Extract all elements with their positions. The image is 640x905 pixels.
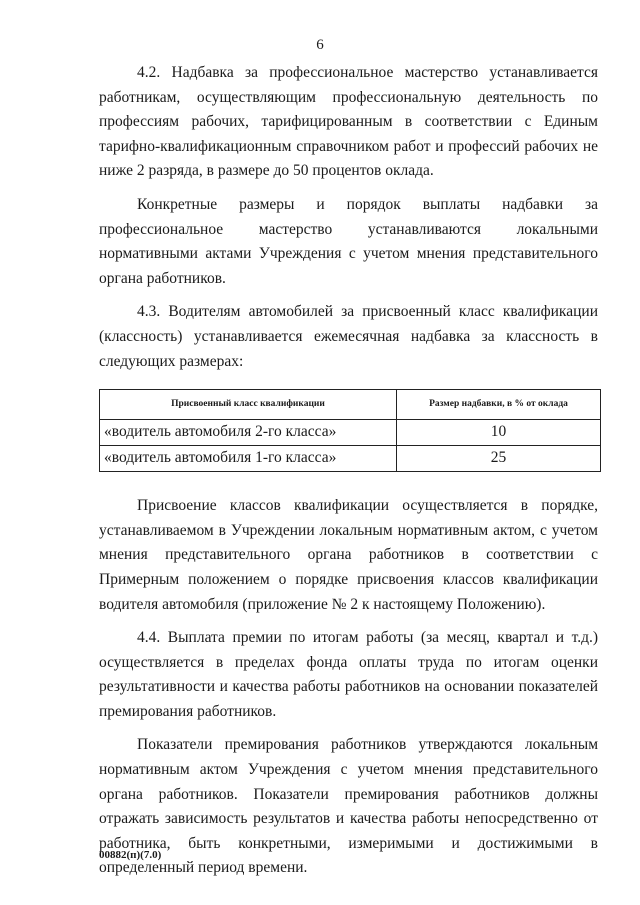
page-number: 6 [316, 37, 324, 53]
cell-bonus: 25 [397, 446, 601, 472]
table-header-row [100, 390, 601, 420]
header-bonus-size: Размер надбавки, в % от оклада [397, 390, 601, 420]
cell-class: «водитель автомобиля 2-го класса» [100, 420, 397, 446]
paragraph-4-3: 4.3. Водителям автомобилей за присвоенный класс квалификации (классность) устанавливается ежемесячная надбавка за классность в следующих размерах: [99, 303, 598, 370]
cell-class: «водитель автомобиля 1-го класса» [100, 446, 397, 472]
table-row [100, 420, 601, 446]
header-qualification-class: Присвоенный класс квалификации [100, 390, 397, 420]
paragraph-4-4: 4.4. Выплата премии по итогам работы (за месяц, квартал и т.д.) осуществляется в пределах фонда оплаты труда по итогам оценки результативности и качества работы работников на основании показателей премирования работников. [99, 629, 598, 720]
paragraph-bonus-indicators: Показатели премирования работников утверждаются локальным нормативным актом Учреждения с учетом мнения представительного органа работников. Показатели премирования работников должны отражать зависимость результатов и качества работы непосредственно от работника, быть конкретными, измеримыми и достижимыми в определенный период времени. [99, 736, 598, 877]
cell-bonus: 10 [397, 420, 601, 446]
table-row [100, 446, 601, 472]
paragraph-specific-sizes: Конкретные размеры и порядок выплаты надбавки за профессиональное мастерство устанавливаются локальными нормативными актами Учреждения с учетом мнения представительного органа работников. [99, 195, 598, 287]
paragraph-class-assignment: Присвоение классов квалификации осуществляется в порядке, устанавливаемом в Учреждении локальным нормативным актом, с учетом мнения представительного органа работников в соответствии с Примерным положением о порядке присвоения классов квалификации водителя автомобиля (приложение № 2 к настоящему Положению). [99, 497, 598, 613]
bonus-table [99, 389, 601, 472]
footer-code: 00882(п)(7.0) [99, 849, 162, 861]
document-body [99, 61, 598, 881]
paragraph-4-2: 4.2. Надбавка за профессиональное мастерство устанавливается работникам, осуществляющим профессиональную деятельность по профессиям рабочих, тарифицированным в соответствии с Единым тарифно-квалификационным справочником работ и профессий рабочих не ниже 2 разряда, в размере до 50 процентов оклада. [99, 64, 598, 180]
